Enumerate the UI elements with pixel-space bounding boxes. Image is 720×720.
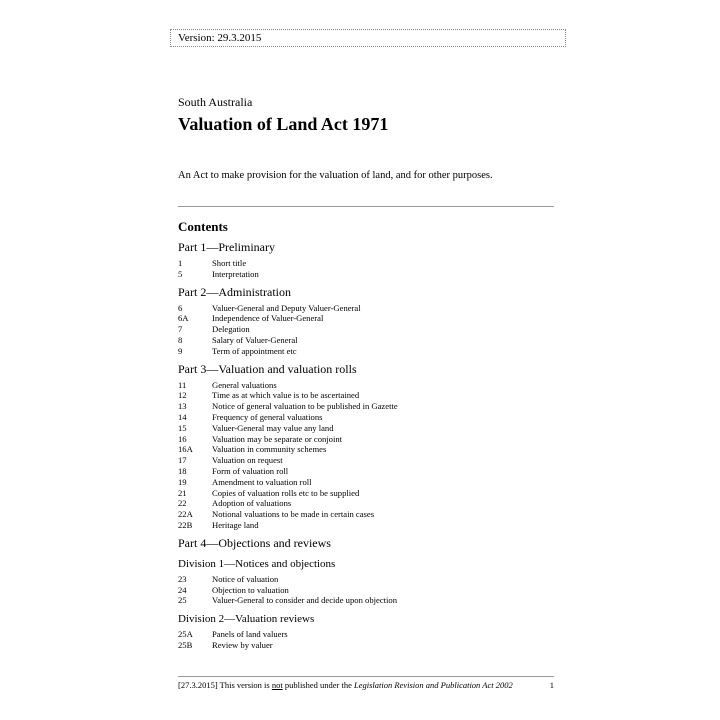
toc-entry[interactable] (178, 401, 558, 412)
section-title: Notional valuations to be made in certain cases (212, 509, 375, 520)
section-number: 1 (178, 258, 183, 268)
page-footer (178, 680, 554, 691)
part-items (178, 258, 558, 280)
section-title: Copies of valuation rolls etc to be supplied (212, 487, 360, 498)
toc-entry[interactable] (178, 303, 558, 314)
section-title: Delegation (212, 324, 250, 335)
jurisdiction: South Australia (178, 95, 253, 109)
section-number: 13 (178, 401, 187, 412)
section-number: 14 (178, 411, 187, 422)
section-number: 6A (178, 313, 189, 324)
section-number: 25A (178, 629, 193, 640)
part-items (178, 303, 558, 357)
toc-entry[interactable] (178, 498, 558, 509)
section-title: Review by valuer (212, 639, 273, 650)
toc-entry[interactable] (178, 269, 558, 280)
toc-entry[interactable] (178, 640, 558, 651)
section-number: 7 (178, 324, 183, 335)
section-number: 11 (178, 379, 187, 390)
toc-entry[interactable] (178, 335, 558, 346)
part-items (178, 380, 558, 531)
act-title: Valuation of Land Act 1971 (178, 114, 389, 134)
section-title: Amendment to valuation roll (212, 476, 312, 487)
version-label: Version: 29.3.2015 (178, 32, 262, 44)
footer-date: [27.3.2015] (178, 680, 218, 690)
toc-entry[interactable] (178, 629, 558, 640)
toc-entry[interactable] (178, 509, 558, 520)
section-title: Interpretation (212, 268, 259, 279)
section-number: 5 (178, 268, 183, 279)
division-items (178, 574, 558, 606)
toc-entry[interactable] (178, 455, 558, 466)
section-number: 19 (178, 476, 187, 487)
section-number: 21 (178, 487, 187, 498)
toc-entry[interactable] (178, 390, 558, 401)
part-heading[interactable]: Part 4—Objections and reviews (178, 535, 331, 550)
footer-notice (178, 680, 513, 691)
part-heading[interactable]: Part 1—Preliminary (178, 240, 275, 254)
toc-entry[interactable] (178, 595, 558, 606)
section-number: 8 (178, 334, 183, 345)
toc-entry[interactable] (178, 258, 558, 269)
section-title: Objection to valuation (212, 584, 289, 595)
section-number: 16A (178, 444, 193, 455)
toc-entry[interactable] (178, 520, 558, 531)
toc-entry[interactable] (178, 434, 558, 445)
section-title: Form of valuation roll (212, 465, 289, 476)
section-number: 25B (178, 639, 193, 650)
footer-not-word: not (271, 680, 283, 690)
part-heading[interactable]: Part 2—Administration (178, 284, 291, 299)
page-number: 1 (549, 680, 554, 690)
contents-heading: Contents (178, 219, 228, 234)
toc-entry[interactable] (178, 324, 558, 335)
section-number: 15 (178, 422, 187, 433)
table-of-contents (178, 218, 558, 651)
section-number: 23 (178, 573, 187, 584)
toc-entry[interactable] (178, 444, 558, 455)
section-title: Valuer-General to consider and decide upon objection (212, 595, 397, 606)
section-title: Valuer-General and Deputy Valuer-General (212, 302, 361, 313)
toc-entry[interactable] (178, 574, 558, 585)
section-number: 18 (178, 465, 187, 476)
toc-entry[interactable] (178, 380, 558, 391)
section-number: 9 (178, 345, 183, 356)
footer-text-before: This version is (217, 680, 272, 690)
section-number: 22B (178, 519, 193, 530)
footer-text-after: published under the (282, 680, 354, 690)
section-title: Term of appointment etc (212, 345, 297, 356)
toc-entry[interactable] (178, 313, 558, 324)
section-title: Valuation on request (212, 455, 283, 466)
act-purpose: An Act to make provision for the valuation of land, and for other purposes. (178, 170, 493, 181)
section-title: Time as at which value is to be ascertained (212, 390, 360, 401)
top-divider (178, 206, 554, 207)
division-items (178, 629, 558, 651)
section-title: Valuer-General may value any land (212, 422, 334, 433)
section-number: 17 (178, 455, 187, 466)
section-title: Panels of land valuers (212, 629, 288, 640)
toc-entry[interactable] (178, 466, 558, 477)
toc-entry[interactable] (178, 585, 558, 596)
section-title: Salary of Valuer-General (212, 334, 298, 345)
section-number: 22A (178, 509, 193, 520)
section-title: Notice of general valuation to be published in Gazette (212, 401, 398, 412)
footer-divider (178, 676, 554, 677)
section-title: Adoption of valuations (212, 498, 292, 509)
division-heading[interactable]: Division 2—Valuation reviews (178, 613, 315, 626)
section-number: 24 (178, 584, 187, 595)
toc-entry[interactable] (178, 477, 558, 488)
section-title: Notice of valuation (212, 573, 279, 584)
toc-entry[interactable] (178, 346, 558, 357)
section-number: 25 (178, 595, 187, 606)
section-title: Frequency of general valuations (212, 411, 323, 422)
section-title: Valuation in community schemes (212, 444, 327, 455)
section-number: 12 (178, 390, 187, 401)
section-title: Heritage land (212, 519, 259, 530)
part-heading[interactable]: Part 3—Valuation and valuation rolls (178, 361, 357, 376)
section-title: Short title (212, 258, 247, 268)
toc-entry[interactable] (178, 488, 558, 499)
section-number: 22 (178, 498, 187, 509)
division-heading[interactable]: Division 1—Notices and objections (178, 557, 336, 570)
toc-entry[interactable] (178, 412, 558, 423)
section-title: Independence of Valuer-General (212, 313, 324, 324)
toc-entry[interactable] (178, 423, 558, 434)
section-title: General valuations (212, 379, 277, 390)
section-number: 16 (178, 433, 187, 444)
version-box (170, 29, 566, 47)
section-number: 6 (178, 302, 183, 313)
section-title: Valuation may be separate or conjoint (212, 433, 343, 444)
footer-act-name: Legislation Revision and Publication Act 2002 (354, 680, 513, 690)
